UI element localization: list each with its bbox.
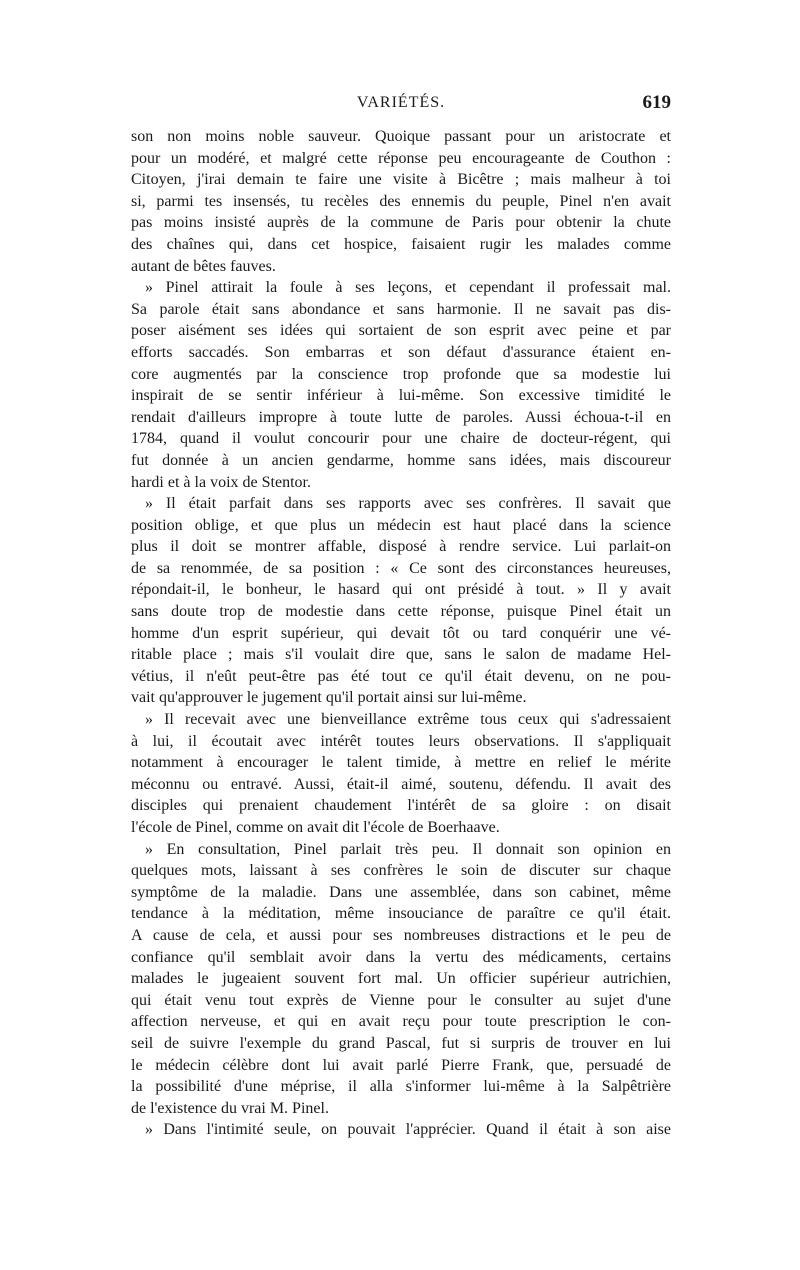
text-line: notamment à encourager le talent timide, à mettre en relief le mérite — [131, 754, 671, 772]
text-line: si, parmi tes insensés, tu recèles des ennemis du peuple, Pinel n'en avait — [131, 192, 671, 210]
text-line: inspirait de se sentir inférieur à lui-même. Son excessive timidité le — [131, 387, 671, 405]
text-line: qui était venu tout exprès de Vienne pour le consulter au sujet d'une — [131, 991, 671, 1009]
text-line: à lui, il écoutait avec intérêt toutes leurs observations. Il s'appliquait — [131, 732, 671, 750]
text-line: méconnu ou entravé. Aussi, était-il aimé, soutenu, défendu. Il avait des — [131, 775, 671, 793]
text-line: » Il recevait avec une bienveillance extrême tous ceux qui s'adressaient — [145, 711, 671, 729]
text-line: de sa renommée, de sa position : « Ce sont des circonstances heureuses, — [131, 559, 671, 577]
text-line: tendance à la méditation, même insouciance de paraître ce qu'il était. — [131, 905, 671, 923]
text-line: autant de bêtes fauves. — [131, 257, 276, 275]
text-line: plus il doit se montrer affable, disposé à rendre service. Lui parlait-on — [131, 538, 671, 556]
text-line: de l'existence du vrai M. Pinel. — [131, 1099, 329, 1117]
text-line: core augmentés par la conscience trop profonde que sa modestie lui — [131, 365, 671, 383]
text-line: hardi et à la voix de Stentor. — [131, 473, 311, 491]
running-title: VARIÉTÉS. — [356, 94, 446, 111]
text-line: symptôme de la maladie. Dans une assemblée, dans son cabinet, même — [131, 883, 671, 901]
text-line: pas moins insisté auprès de la commune de Paris pour obtenir la chute — [131, 214, 671, 232]
text-line: homme d'un esprit supérieur, qui devait tôt ou tard conquérir une vé- — [131, 624, 671, 642]
text-line: rendait d'ailleurs impropre à toute lutte de paroles. Aussi échoua-t-il en — [131, 408, 671, 426]
text-line: poser aisément ses idées qui sortaient de son esprit avec peine et par — [131, 322, 671, 340]
text-line: quelques mots, laissant à ses confrères le soin de discuter sur chaque — [131, 862, 671, 880]
text-line: vétius, il n'eût peut-être pas été tout ce qu'il était devenu, on ne pou- — [131, 667, 671, 685]
text-line: » Pinel attirait la foule à ses leçons, et cependant il professait mal. — [145, 279, 671, 297]
text-line: fut donnée à un ancien gendarme, homme sans idées, mais discoureur — [131, 451, 671, 469]
text-line: malades le jugeaient souvent fort mal. Un officier supérieur autrichien, — [131, 970, 671, 988]
text-line: position oblige, et que plus un médecin est haut placé dans la science — [131, 516, 671, 534]
page-header — [131, 94, 671, 120]
text-line: A cause de cela, et aussi pour ses nombreuses distractions et le peu de — [131, 926, 671, 944]
text-line: disciples qui prenaient chaudement l'intérêt de sa gloire : on disait — [131, 797, 671, 815]
text-line: des chaînes qui, dans cet hospice, faisaient rugir les malades comme — [131, 235, 671, 253]
text-line: confiance qu'il semblait avoir dans la vertu des médicaments, certains — [131, 948, 671, 966]
text-line: répondait-il, le bonheur, le hasard qui ont présidé à tout. » Il y avait — [131, 581, 671, 599]
text-line: pour un modéré, et malgré cette réponse peu encourageante de Couthon : — [131, 149, 671, 167]
text-line: son non moins noble sauveur. Quoique passant pour un aristocrate et — [131, 128, 671, 145]
text-line: Sa parole était sans abondance et sans harmonie. Il ne savait pas dis- — [131, 300, 671, 318]
text-line: vait qu'approuver le jugement qu'il portait ainsi sur lui-même. — [131, 689, 527, 707]
text-line: le médecin célèbre dont lui avait parlé Pierre Frank, que, persuadé de — [131, 1056, 671, 1074]
text-line: Citoyen, j'irai demain te faire une visite à Bicêtre ; mais malheur à toi — [131, 171, 671, 189]
text-line: la possibilité d'une méprise, il alla s'informer lui-même à la Salpêtrière — [131, 1078, 671, 1096]
text-line: » En consultation, Pinel parlait très peu. Il donnait son opinion en — [145, 840, 671, 858]
text-line: seil de suivre l'exemple du grand Pascal, fut si surpris de trouver en lui — [131, 1034, 671, 1052]
text-line: 1784, quand il voulut concourir pour une chaire de docteur-régent, qui — [131, 430, 671, 448]
text-line: efforts saccadés. Son embarras et son défaut d'assurance étaient en- — [131, 343, 671, 361]
text-line: sans doute trop de modestie dans cette réponse, puisque Pinel était un — [131, 603, 671, 621]
body-text — [131, 126, 671, 1141]
text-line: » Dans l'intimité seule, on pouvait l'apprécier. Quand il était à son aise — [145, 1121, 671, 1139]
text-line: l'école de Pinel, comme on avait dit l'école de Boerhaave. — [131, 819, 500, 836]
text-line: affection nerveuse, et qui en avait reçu pour toute prescription le con- — [131, 1013, 671, 1031]
text-line: » Il était parfait dans ses rapports avec ses confrères. Il savait que — [145, 495, 671, 513]
text-line: ritable place ; mais s'il voulait dire que, sans le salon de madame Hel- — [131, 646, 671, 664]
page-number: 619 — [642, 92, 671, 113]
